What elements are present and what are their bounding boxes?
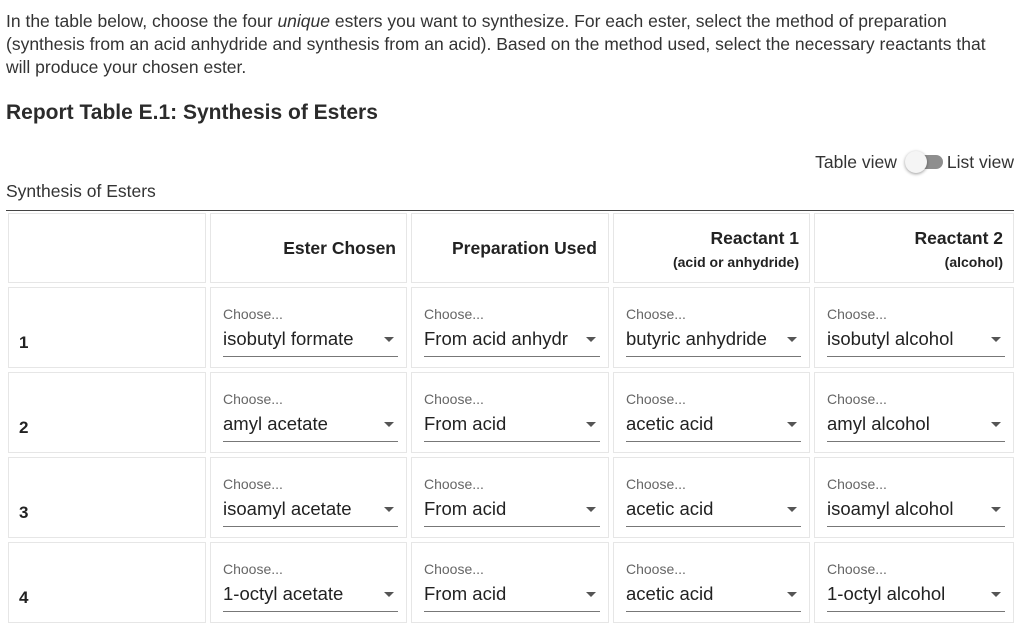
select-box[interactable] — [626, 498, 801, 527]
preparation-select[interactable] — [424, 391, 600, 442]
row-number-cell — [8, 457, 206, 538]
dropdown-caret-icon[interactable] — [384, 592, 394, 597]
reactant-2-select[interactable] — [827, 306, 1005, 357]
dropdown-caret-icon[interactable] — [991, 507, 1001, 512]
row-number: 3 — [19, 503, 29, 522]
switch-knob[interactable] — [905, 151, 927, 173]
row-number: 2 — [19, 418, 29, 437]
select-box[interactable] — [626, 413, 801, 442]
dropdown-caret-icon[interactable] — [991, 592, 1001, 597]
dropdown-caret-icon[interactable] — [787, 337, 797, 342]
select-value: butyric anhydride — [626, 328, 767, 349]
reactant-1-cell — [613, 372, 810, 453]
header-reactant-2 — [814, 213, 1014, 283]
dropdown-caret-icon[interactable] — [384, 507, 394, 512]
ester-cell — [210, 372, 407, 453]
select-placeholder: Choose... — [827, 476, 887, 492]
select-value: From acid anhydr — [424, 328, 568, 349]
reactant-2-select[interactable] — [827, 391, 1005, 442]
list-view-label: List view — [946, 151, 1014, 172]
preparation-cell — [411, 542, 609, 623]
header-reactant-1-sub: (acid or anhydride) — [672, 254, 799, 270]
table-row — [8, 457, 1014, 538]
reactant-1-select[interactable] — [626, 476, 801, 527]
ester-select[interactable] — [223, 306, 398, 357]
select-placeholder: Choose... — [827, 306, 887, 322]
preparation-select[interactable] — [424, 306, 600, 357]
header-ester-label: Ester Chosen — [283, 238, 396, 258]
select-placeholder: Choose... — [223, 306, 283, 322]
select-placeholder: Choose... — [626, 561, 686, 577]
row-number: 4 — [19, 588, 29, 607]
select-box[interactable] — [424, 328, 600, 357]
row-number-cell — [8, 542, 206, 623]
table-header-row — [8, 213, 1014, 283]
synthesis-table — [8, 213, 1014, 627]
table-view-label: Table view — [815, 151, 897, 172]
header-reactant-1 — [613, 213, 810, 283]
ester-cell — [210, 287, 407, 368]
select-box[interactable] — [223, 328, 398, 357]
dropdown-caret-icon[interactable] — [586, 507, 596, 512]
preparation-cell — [411, 457, 609, 538]
ester-select[interactable] — [223, 561, 398, 612]
select-placeholder: Choose... — [424, 391, 484, 407]
preparation-select[interactable] — [424, 476, 600, 527]
row-number: 1 — [19, 333, 29, 352]
dropdown-caret-icon[interactable] — [586, 592, 596, 597]
select-value: acetic acid — [626, 413, 714, 434]
select-placeholder: Choose... — [223, 561, 283, 577]
select-value: isoamyl acetate — [223, 498, 352, 519]
ester-select[interactable] — [223, 391, 398, 442]
dropdown-caret-icon[interactable] — [384, 337, 394, 342]
select-value: 1-octyl alcohol — [827, 583, 946, 604]
preparation-cell — [411, 287, 609, 368]
select-box[interactable] — [223, 413, 398, 442]
select-box[interactable] — [424, 413, 600, 442]
select-value: isoamyl alcohol — [827, 498, 954, 519]
select-value: isobutyl alcohol — [827, 328, 954, 349]
reactant-2-cell — [814, 457, 1014, 538]
select-placeholder: Choose... — [827, 561, 887, 577]
dropdown-caret-icon[interactable] — [787, 592, 797, 597]
select-value: From acid — [424, 583, 507, 604]
view-switch[interactable] — [905, 150, 943, 174]
header-reactant-1-label: Reactant 1 — [710, 228, 799, 248]
reactant-1-cell — [613, 457, 810, 538]
dropdown-caret-icon[interactable] — [384, 422, 394, 427]
select-placeholder: Choose... — [626, 476, 686, 492]
reactant-1-cell — [613, 287, 810, 368]
instructions-text: In the table below, choose the four — [6, 11, 278, 31]
select-placeholder: Choose... — [424, 476, 484, 492]
ester-cell — [210, 457, 407, 538]
table-row — [8, 372, 1014, 453]
dropdown-caret-icon[interactable] — [586, 422, 596, 427]
table-caption: Synthesis of Esters — [6, 181, 156, 201]
select-placeholder: Choose... — [626, 306, 686, 322]
select-box[interactable] — [424, 583, 600, 612]
dropdown-caret-icon[interactable] — [991, 422, 1001, 427]
ester-select[interactable] — [223, 476, 398, 527]
select-placeholder: Choose... — [424, 561, 484, 577]
row-number-cell — [8, 287, 206, 368]
select-placeholder: Choose... — [223, 476, 283, 492]
select-box[interactable] — [223, 498, 398, 527]
reactant-1-select[interactable] — [626, 561, 801, 612]
instructions-text-rest: esters you want to synthesize. For each ester, select the method of preparation (synthesis from an acid anhydride and synthesis from an acid). Based on the method used, select the necessary reactants that will produce your chosen ester. — [6, 11, 986, 77]
select-value: amyl alcohol — [827, 413, 930, 434]
select-value: amyl acetate — [223, 413, 328, 434]
reactant-2-select[interactable] — [827, 561, 1005, 612]
dropdown-caret-icon[interactable] — [991, 337, 1001, 342]
reactant-2-cell — [814, 542, 1014, 623]
select-box[interactable] — [424, 498, 600, 527]
row-number-cell — [8, 372, 206, 453]
reactant-1-select[interactable] — [626, 306, 801, 357]
select-placeholder: Choose... — [827, 391, 887, 407]
table-row — [8, 287, 1014, 368]
select-value: 1-octyl acetate — [223, 583, 344, 604]
select-placeholder: Choose... — [424, 306, 484, 322]
select-value: isobutyl formate — [223, 328, 354, 349]
dropdown-caret-icon[interactable] — [586, 337, 596, 342]
select-value: From acid — [424, 498, 507, 519]
header-ester — [210, 213, 407, 283]
instructions-emphasis: unique — [277, 11, 331, 31]
select-box[interactable] — [827, 498, 1005, 527]
header-empty-cell — [8, 213, 206, 283]
header-reactant-2-sub: (alcohol) — [944, 254, 1003, 270]
header-preparation-label: Preparation Used — [452, 238, 597, 258]
select-value: acetic acid — [626, 583, 714, 604]
report-title: Report Table E.1: Synthesis of Esters — [6, 101, 378, 124]
reactant-1-cell — [613, 542, 810, 623]
select-value: From acid — [424, 413, 507, 434]
header-preparation — [411, 213, 609, 283]
select-box[interactable] — [827, 328, 1005, 357]
select-box[interactable] — [626, 583, 801, 612]
reactant-2-select[interactable] — [827, 476, 1005, 527]
select-placeholder: Choose... — [223, 391, 283, 407]
dropdown-caret-icon[interactable] — [787, 422, 797, 427]
dropdown-caret-icon[interactable] — [787, 507, 797, 512]
reactant-2-cell — [814, 372, 1014, 453]
table-row — [8, 542, 1014, 623]
select-placeholder: Choose... — [626, 391, 686, 407]
view-toggle — [815, 150, 1014, 174]
header-reactant-2-label: Reactant 2 — [914, 228, 1003, 248]
preparation-select[interactable] — [424, 561, 600, 612]
preparation-cell — [411, 372, 609, 453]
reactant-1-select[interactable] — [626, 391, 801, 442]
ester-cell — [210, 542, 407, 623]
caption-divider — [6, 210, 1014, 211]
select-box[interactable] — [223, 583, 398, 612]
select-value: acetic acid — [626, 498, 714, 519]
select-box[interactable] — [827, 413, 1005, 442]
select-box[interactable] — [626, 328, 801, 357]
instructions — [6, 10, 1006, 79]
select-box[interactable] — [827, 583, 1005, 612]
reactant-2-cell — [814, 287, 1014, 368]
